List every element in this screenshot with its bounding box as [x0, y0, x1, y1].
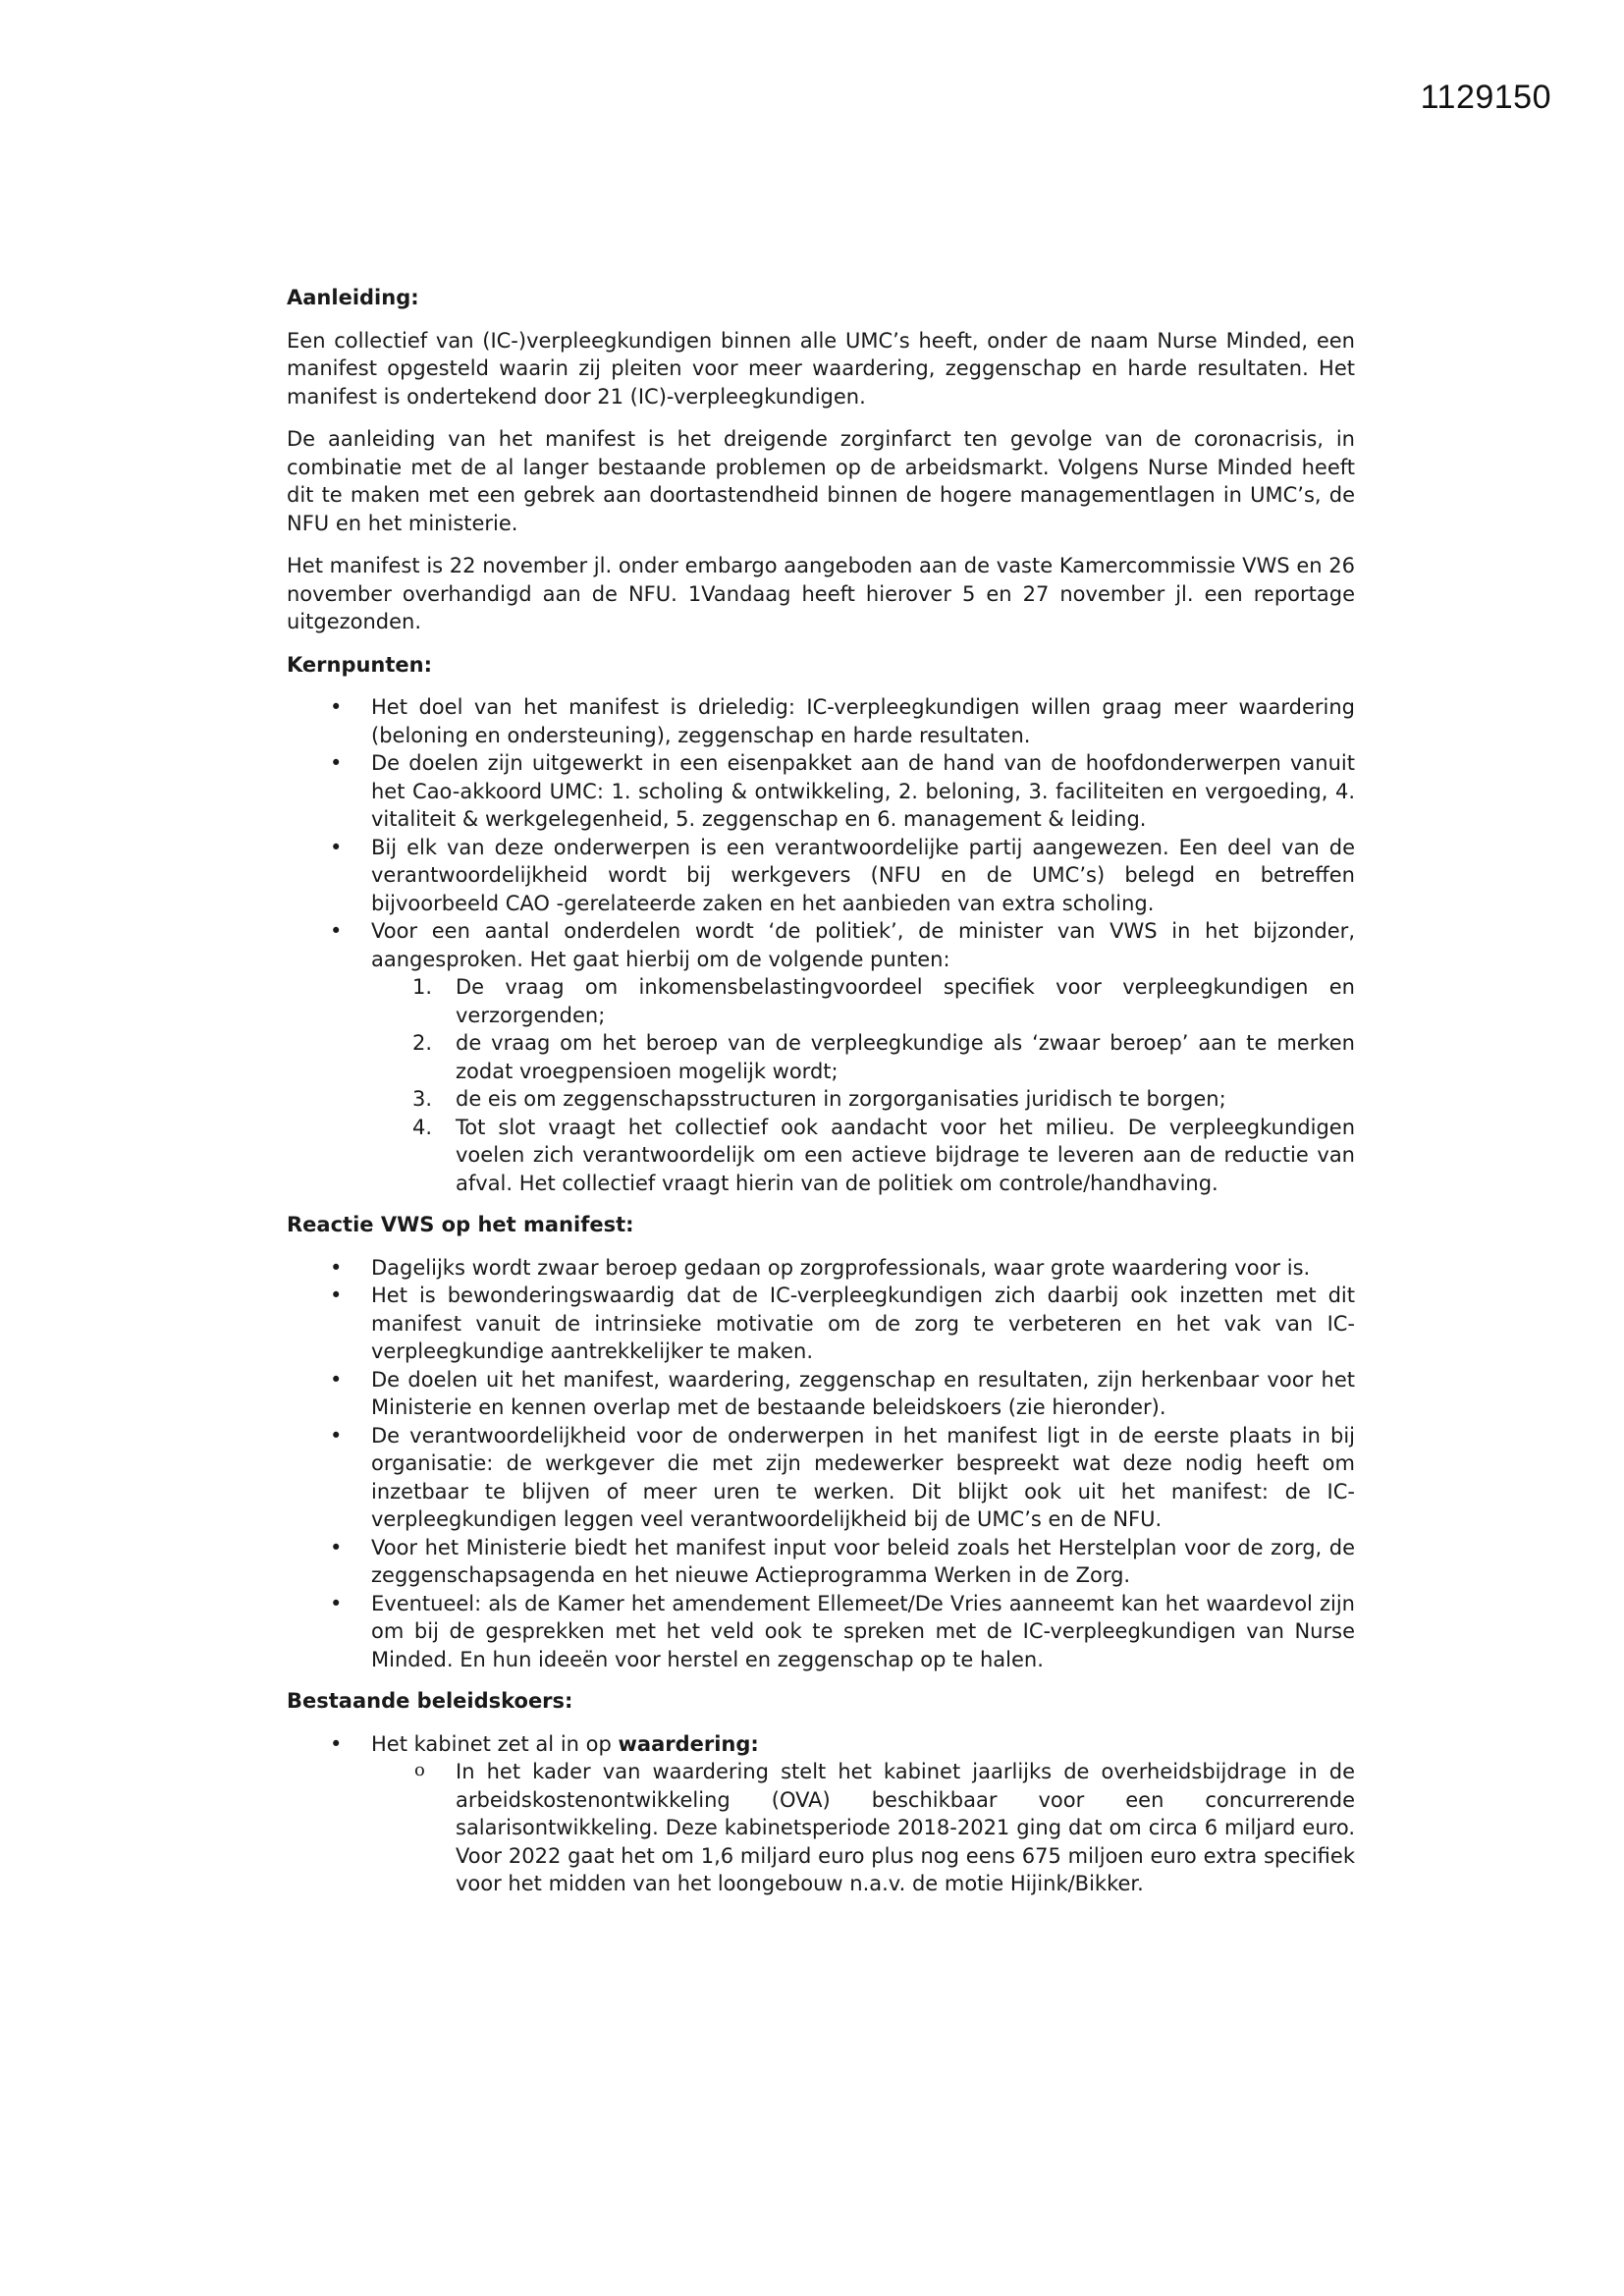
kernpunten-list [287, 693, 1355, 1197]
reactie-list [287, 1254, 1355, 1674]
paragraph: Het manifest is 22 november jl. onder embargo aangeboden aan de vaste Kamercommissie VWS en 26 november overhandigd aan de NFU. 1Vandaag heeft hierover 5 en 27 november jl. een reportage uitgezonden. [287, 554, 1355, 633]
list-item: • De doelen uit het manifest, waardering, zeggenschap en resultaten, zijn herkenbaar voor het Ministerie en kennen overlap met de bestaande beleidskoers (zie hieronder). [287, 1366, 1355, 1422]
item-number: 4. [412, 1115, 433, 1139]
item-number: 3. [412, 1087, 433, 1111]
list-item-text: Het kabinet zet al in op [371, 1731, 619, 1756]
numbered-item [371, 1114, 1355, 1198]
item-text: de eis om zeggenschapsstructuren in zorgorganisaties juridisch te borgen; [456, 1087, 1226, 1111]
heading-beleidskoers: Bestaande beleidskoers: [287, 1689, 573, 1713]
section-kernpunten [287, 651, 1355, 1198]
numbered-item [371, 1029, 1355, 1085]
item-text: de vraag om het beroep van de verpleegkundige als ‘zwaar beroep’ aan te merken zodat vroegpensioen mogelijk wordt; [456, 1031, 1355, 1083]
emphasis-waardering: waardering: [618, 1731, 759, 1756]
item-text: Tot slot vraagt het collectief ook aandacht voor het milieu. De verpleegkundigen voelen zich verantwoordelijk om een actieve bijdrage te leveren aan de reductie van afval. Het collectief vraagt hierin van de politiek om controle/handhaving. [456, 1115, 1355, 1195]
list-item: • Het is bewonderingswaardig dat de IC-verpleegkundigen zich daarbij ook inzetten met dit manifest vanuit de intrinsieke motivatie om de zorg te verbeteren en het vak van IC-verpleegkundige aantrekkelijker te maken. [287, 1282, 1355, 1366]
list-item: • Voor het Ministerie biedt het manifest input voor beleid zoals het Herstelplan voor de zorg, de zeggenschapsagenda en het nieuwe Actieprogramma Werken in de Zorg. [287, 1534, 1355, 1590]
heading-reactie: Reactie VWS op het manifest: [287, 1213, 634, 1236]
list-item: • De doelen zijn uitgewerkt in een eisenpakket aan de hand van de hoofdonderwerpen vanuit het Cao-akkoord UMC: 1. scholing & ontwikkeling, 2. beloning, 3. faciliteiten en vergoeding, 4. vitaliteit & werkgelegenheid, 5. zeggenschap en 6. management & leiding. [287, 749, 1355, 834]
heading-kernpunten: Kernpunten: [287, 652, 433, 677]
list-item: • Dagelijks wordt zwaar beroep gedaan op zorgprofessionals, waar grote waardering voor is. [287, 1254, 1355, 1283]
list-item [287, 917, 1355, 1197]
paragraph: Een collectief van (IC-)verpleegkundigen binnen alle UMC’s heeft, onder de naam Nurse Minded, een manifest opgesteld waarin zij pleiten voor meer waardering, zeggenschap en harde resultaten. Het manifest is ondertekend door 21 (IC)-verpleegkundigen. [287, 328, 1355, 409]
item-number: 2. [412, 1031, 433, 1055]
list-item: • Het doel van het manifest is drieledig: IC-verpleegkundigen willen graag meer waardering (beloning en ondersteuning), zeggenschap en harde resultaten. [287, 693, 1355, 749]
document-number: 1129150 [1420, 79, 1551, 116]
heading-aanleiding: Aanleiding: [287, 286, 419, 309]
document-body [287, 284, 1355, 1912]
list-item: • De verantwoordelijkheid voor de onderwerpen in het manifest ligt in de eerste plaats in bij organisatie: de werkgever die met zijn medewerker bespreekt wat deze nodig heeft om inzetbaar te blijven of meer uren te werken. Dit blijkt ook uit het manifest: de IC-verpleegkundigen leggen veel verantwoordelijkheid bij de UMC’s en de NFU. [287, 1422, 1355, 1534]
list-item: • Eventueel: als de Kamer het amendement Ellemeet/De Vries aanneemt kan het waardevol zijn om bij de gesprekken met het veld ook te spreken met de IC-verpleegkundigen van Nurse Minded. En hun ideeën voor herstel en zeggenschap op te halen. [287, 1590, 1355, 1674]
list-item [287, 1730, 1355, 1898]
sub-list-item: o In het kader van waardering stelt het kabinet jaarlijks de overheidsbijdrage in de arbeidskostenontwikkeling (OVA) beschikbaar voor een concurrerende salarisontwikkeling. Deze kabinetsperiode 2018-2021 ging dat om circa 6 miljard euro. Voor 2022 gaat het om 1,6 miljard euro plus nog eens 675 miljoen euro extra specifiek voor het midden van het loongebouw n.a.v. de motie Hijink/Bikker. [371, 1758, 1355, 1898]
item-number: 1. [412, 975, 433, 999]
numbered-item [371, 1085, 1355, 1114]
list-item: • Bij elk van deze onderwerpen is een verantwoordelijke partij aangewezen. Een deel van de verantwoordelijkheid wordt bij werkgevers (NFU en de UMC’s) belegd en betreffen bijvoorbeeld CAO -gerelateerde zaken en het aanbieden van extra scholing. [287, 834, 1355, 918]
section-reactie [287, 1211, 1355, 1673]
section-beleidskoers [287, 1687, 1355, 1898]
list-item-text: Voor een aantal onderdelen wordt ‘de politiek’, de minister van VWS in het bijzonder, aangesproken. Het gaat hierbij om de volgende punten: [371, 919, 1355, 971]
item-text: De vraag om inkomensbelastingvoordeel specifiek voor verpleegkundigen en verzorgenden; [456, 975, 1355, 1027]
paragraph: De aanleiding van het manifest is het dreigende zorginfarct ten gevolge van de coronacrisis, in combinatie met de al langer bestaande problemen op de arbeidsmarkt. Volgens Nurse Minded heeft dit te maken met een gebrek aan doortastendheid binnen de hogere managementlagen in UMC’s, de NFU en het ministerie. [287, 427, 1355, 535]
section-aanleiding [287, 284, 1355, 636]
beleidskoers-list [287, 1730, 1355, 1898]
numbered-item [371, 973, 1355, 1029]
waardering-sublist [371, 1758, 1355, 1898]
politiek-punten-list [371, 973, 1355, 1197]
